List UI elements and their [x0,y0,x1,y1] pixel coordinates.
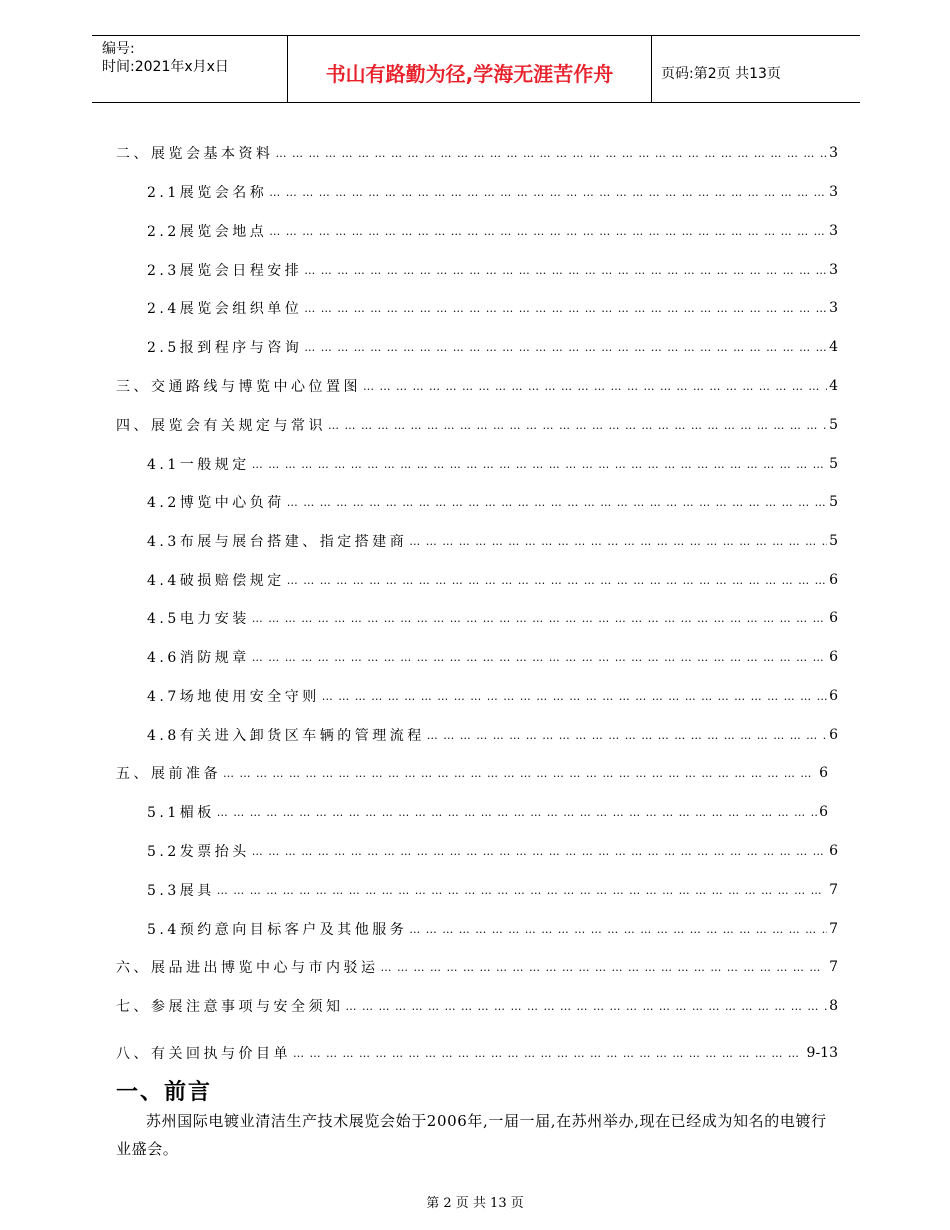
toc-entry-label: 2.1展览会名称 [147,185,268,201]
toc-entry[interactable] [147,801,828,823]
toc-entry-label: 二、展览会基本资料 [116,146,274,162]
toc-entry-label: 5.1楣板 [147,805,215,821]
toc-leader-dots [287,496,827,509]
header-meta-cell [92,36,287,102]
toc-entry[interactable] [147,840,838,862]
toc-entry[interactable] [147,685,838,707]
toc-entry[interactable] [147,336,838,358]
toc-leader-dots [427,729,827,742]
toc-entry-page: 9-13 [806,1045,838,1061]
toc-entry-page: 6 [819,765,828,781]
toc-entry-page: 5 [829,456,838,472]
toc-entry[interactable] [147,530,838,552]
toc-entry[interactable] [147,259,838,281]
toc-leader-dots [269,225,827,238]
toc-leader-dots [276,147,828,160]
toc-leader-dots [322,690,827,703]
toc-leader-dots [409,923,827,936]
toc-entry-label: 2.3展览会日程安排 [147,263,303,279]
toc-entry-label: 三、交通路线与博览中心位置图 [116,379,361,395]
toc-entry-label: 2.5报到程序与咨询 [147,340,303,356]
toc-entry-label: 2.2展览会地点 [147,224,268,240]
page-footer: 第 2 页 共 13 页 [426,1196,524,1211]
toc-entry-page: 5 [829,494,838,510]
toc-leader-dots [223,767,817,780]
toc-entry-page: 6 [829,610,838,626]
page-header [92,35,860,103]
toc-leader-dots [252,458,827,471]
toc-leader-dots [328,419,827,432]
toc-entry-page: 5 [829,533,838,549]
toc-leader-dots [217,806,817,819]
toc-entry-label: 4.5电力安装 [147,611,250,627]
toc-entry[interactable] [147,569,838,591]
toc-leader-dots [252,651,827,664]
toc-leader-dots [381,961,828,974]
number-label: 编号: [102,41,135,57]
toc-leader-dots [363,380,827,393]
toc-entry-page: 4 [829,378,838,394]
toc-entry[interactable] [147,918,838,940]
toc-entry-page: 3 [829,300,838,316]
header-page-cell [651,36,860,102]
toc-entry[interactable] [116,375,838,397]
toc-entry-label: 2.4展览会组织单位 [147,301,303,317]
toc-entry[interactable] [116,142,838,164]
toc-entry-label: 四、展览会有关规定与常识 [116,418,326,434]
motto-text: 书山有路勤为径,学海无涯苦作舟 [325,62,614,86]
toc-entry-page: 6 [829,727,838,743]
toc-entry-page: 3 [829,184,838,200]
toc-entry-label: 4.3布展与展台搭建、指定搭建商 [147,534,408,550]
toc-leader-dots [304,302,827,315]
toc-entry[interactable] [116,956,838,978]
toc-entry-label: 5.2发票抬头 [147,844,250,860]
toc-entry-page: 6 [819,804,828,820]
toc-entry[interactable] [147,453,838,475]
toc-entry-page: 7 [829,921,838,937]
toc-entry-label: 五、展前准备 [116,766,221,782]
toc-leader-dots [269,186,827,199]
toc-entry-page: 6 [829,649,838,665]
toc-entry-label: 4.6消防规章 [147,650,250,666]
toc-entry[interactable] [147,607,838,629]
toc-entry-page: 3 [829,145,838,161]
toc-entry-label: 八、有关回执与价目单 [116,1046,291,1062]
toc-entry[interactable] [116,1042,838,1064]
toc-leader-dots [409,535,827,548]
toc-entry[interactable] [147,646,838,668]
toc-entry[interactable] [147,181,838,203]
toc-entry-page: 8 [829,998,838,1014]
time-label: 时间:2021年x月x日 [102,59,229,75]
toc-entry-page: 6 [829,843,838,859]
toc-entry[interactable] [116,762,828,784]
toc-entry[interactable] [147,220,838,242]
toc-leader-dots [252,612,827,625]
toc-entry-page: 7 [829,882,838,898]
header-motto-cell [287,36,652,102]
toc-entry[interactable] [147,724,838,746]
toc-entry-label: 5.4预约意向目标客户及其他服务 [147,922,408,938]
toc-entry-page: 5 [829,417,838,433]
page-info: 页码:第2页 共13页 [661,66,781,82]
toc-entry-page: 3 [829,223,838,239]
toc-entry[interactable] [147,297,838,319]
preface-paragraph: 苏州国际电镀业清洁生产技术展览会始于2006年,一届一届,在苏州举办,现在已经成为知名的电镀行业盛会。 [116,1112,827,1158]
toc-leader-dots [304,341,827,354]
toc-entry-label: 4.4破损赔偿规定 [147,573,285,589]
toc-entry-label: 六、展品进出博览中心与市内驳运 [116,960,379,976]
toc-leader-dots [217,884,827,897]
toc-entry[interactable] [116,995,838,1017]
toc-entry-label: 4.1一般规定 [147,457,250,473]
preface-heading: 一、前言 [116,1079,213,1105]
toc-entry[interactable] [116,414,838,436]
toc-entry-label: 七、参展注意事项与安全须知 [116,999,344,1015]
toc-leader-dots [304,264,827,277]
toc-leader-dots [293,1047,805,1060]
toc-entry-label: 4.7场地使用安全守则 [147,689,320,705]
toc-entry-page: 6 [829,572,838,588]
toc-entry-page: 3 [829,262,838,278]
toc-leader-dots [346,1000,828,1013]
toc-leader-dots [252,845,827,858]
toc-entry-page: 4 [829,339,838,355]
toc-leader-dots [287,574,827,587]
toc-entry-page: 7 [829,959,838,975]
toc-entry[interactable] [147,491,838,513]
toc-entry-label: 5.3展具 [147,883,215,899]
toc-entry[interactable] [147,879,838,901]
toc-entry-label: 4.8有关进入卸货区车辆的管理流程 [147,728,425,744]
toc-entry-page: 6 [829,688,838,704]
toc-entry-label: 4.2博览中心负荷 [147,495,285,511]
